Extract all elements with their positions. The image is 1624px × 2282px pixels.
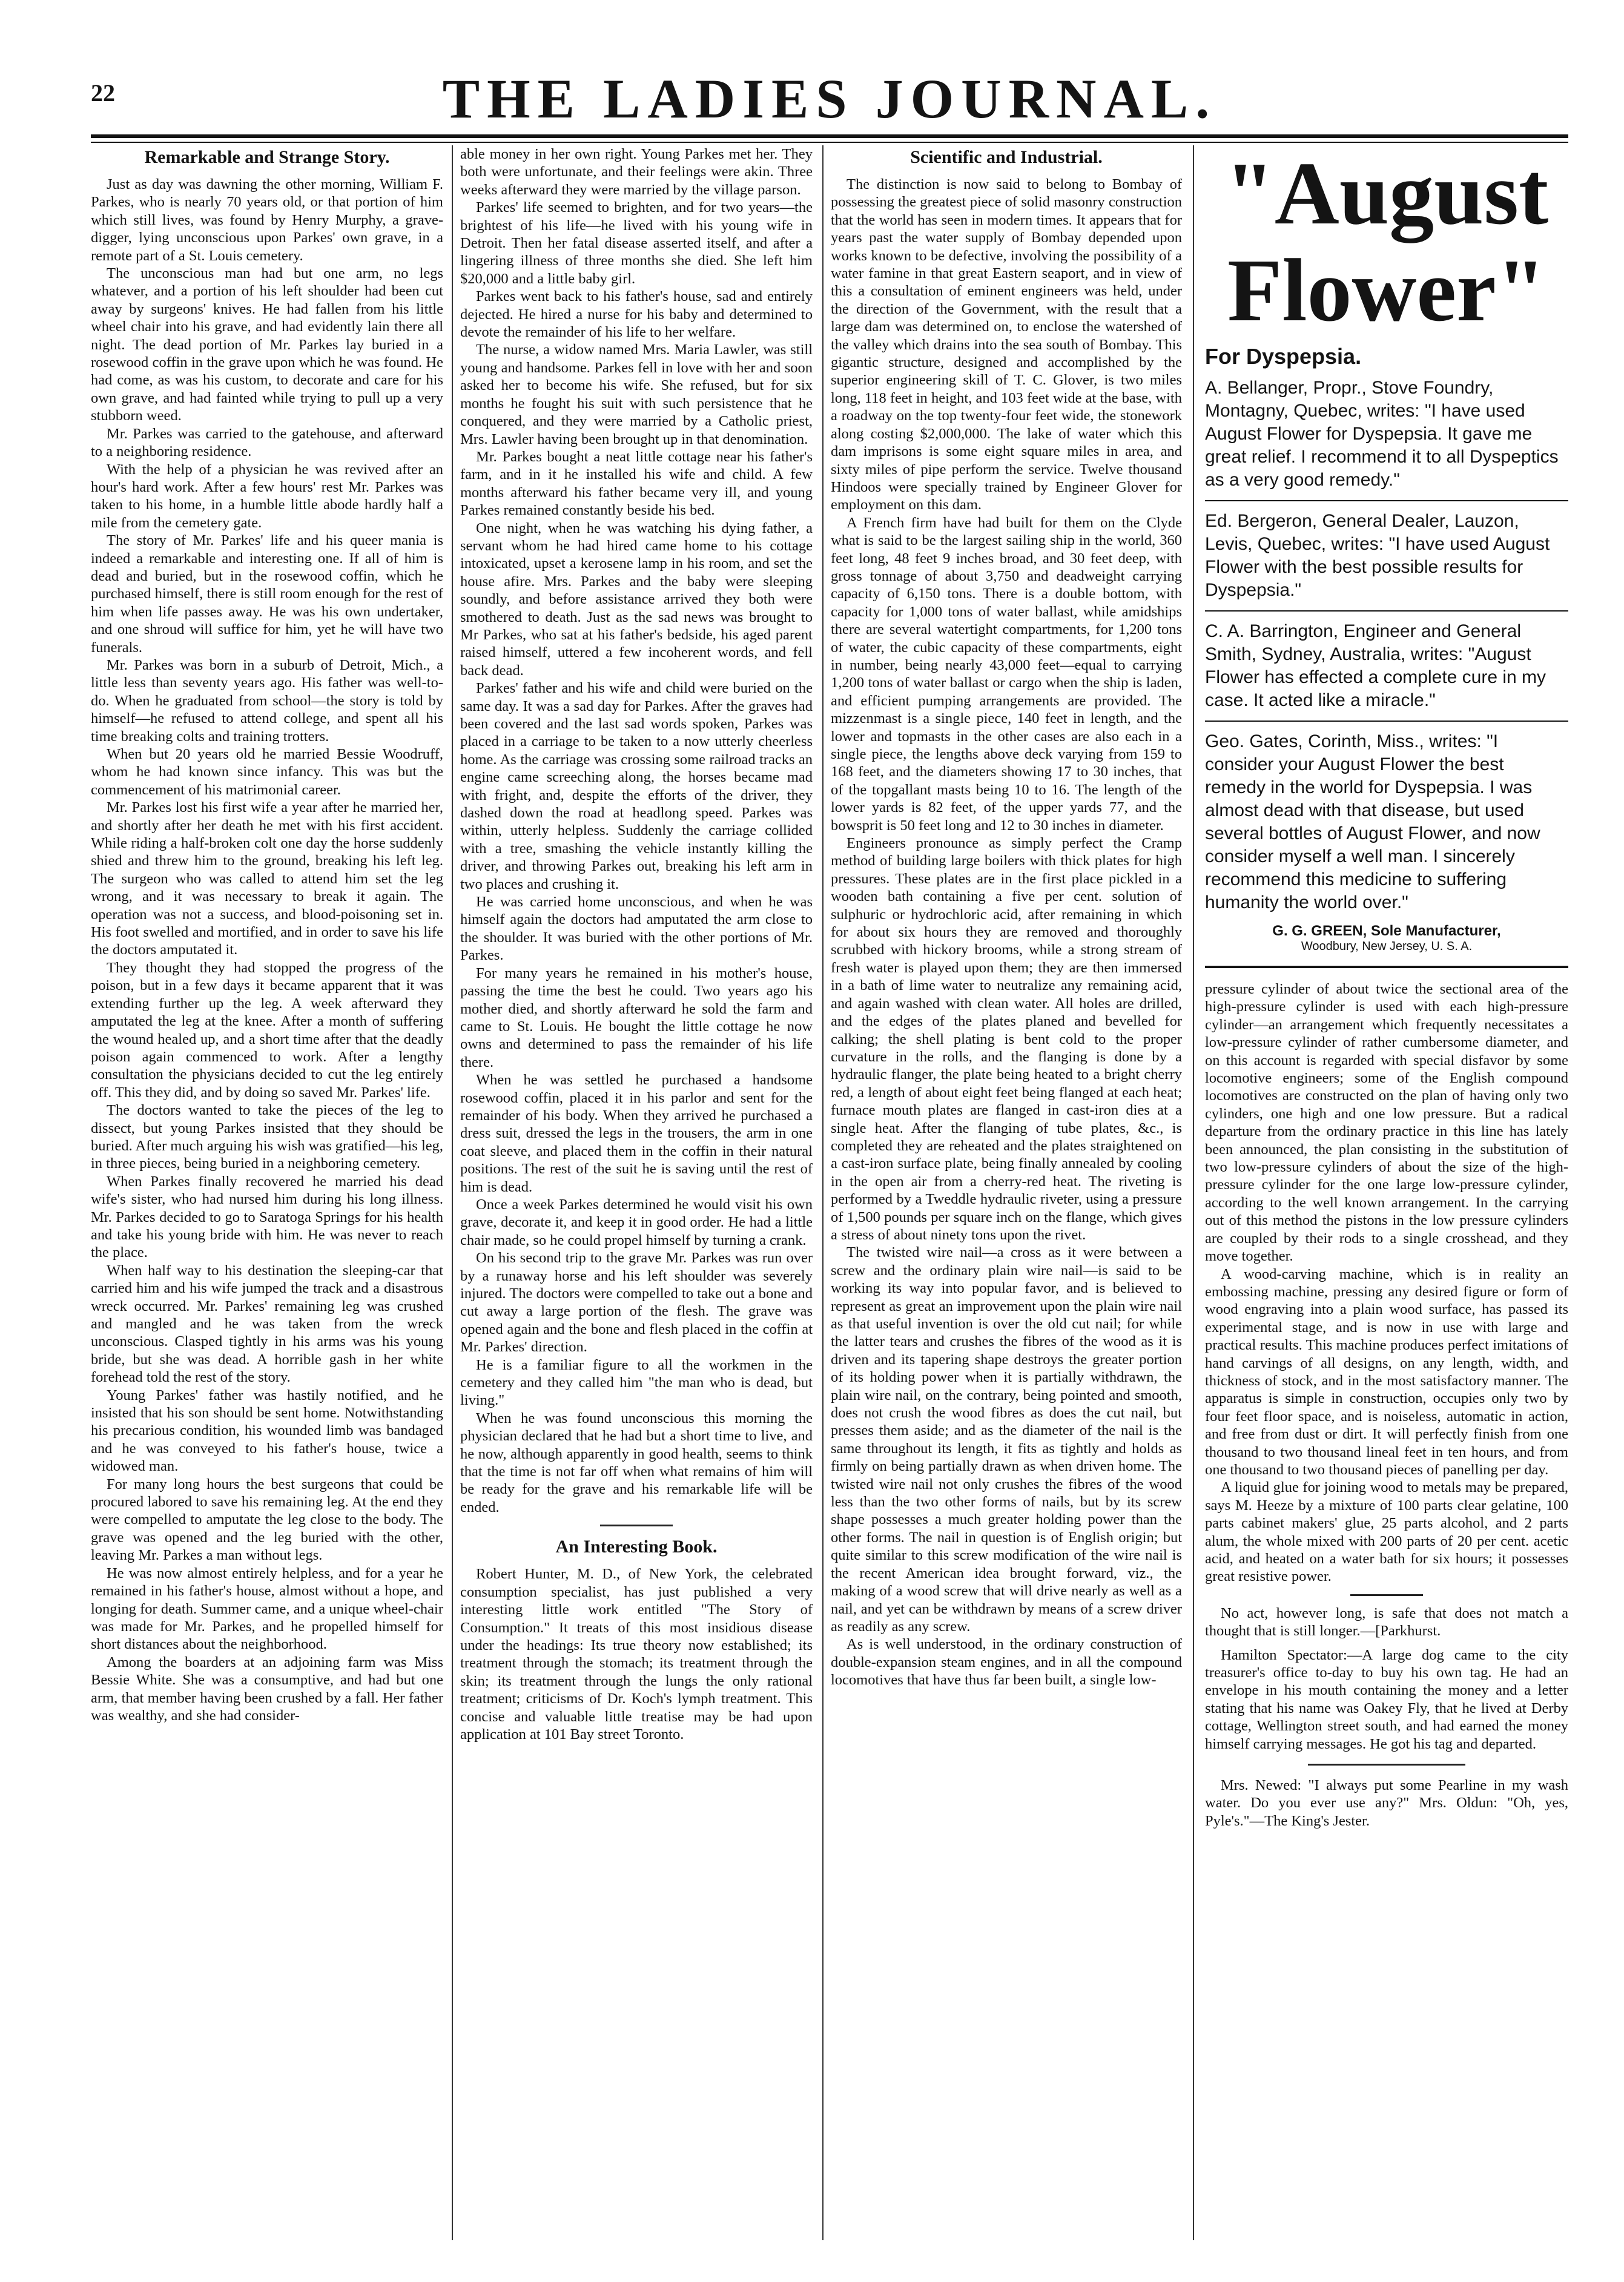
article-paragraph: The story of Mr. Parkes' life and his queer mania is indeed a remarkable and interesting one. If all of him is dead and buried, but in the rosewood coffin, which he purchased himself, there is still room enough for the rest of him when life passes away. He was his own undertaker, and one shroud will suffice for him, yet he will have two funerals. — [91, 532, 443, 656]
ad-testimonial: C. A. Barrington, Engineer and General Smith, Sydney, Australia, writes: "August Flower has effected a complete cure in my case. It acted like a miracle." — [1205, 621, 1546, 710]
masthead — [91, 65, 1568, 138]
article-paragraph: For many years he remained in his mother's house, passing the time the best he could. Two years ago his mother died, and shortly afterward he sold the farm and came to St. Louis. He bought the little cottage he now owns and determined to pass the remainder of his life there. — [460, 965, 813, 1070]
article-paragraph: pressure cylinder of about twice the sectional area of the high-pressure cylinder is used with each high-pressure cylinder—an arrangement which frequently necessitates a low-pressure cylinder of rather cumbersome diameter, and on this account is regarded with special disfavor by some locomotive engineers; some of the English compound locomotives are constructed on the plan of having only two cylinders, one high and one low pressure. But a radical departure from the ordinary practice in this line has lately been announced, the plan consisting in the substitution of two low-pressure cylinders of about the size of the high-pressure cylinder for the one large low-pressure cylinder, according to the well known arrangement. In the carrying out of this method the pistons in the low pressure cylinders are coupled by their rods to a single crosshead, and they move together. — [1205, 981, 1568, 1265]
snippet-paragraph: Mrs. Newed: "I always put some Pearline in my wash water. Do you ever use any?" Mrs. Oldun: "Oh, yes, Pyle's."—The King's Jester. — [1205, 1777, 1568, 1829]
ad-testimonial: A. Bellanger, Propr., Stove Foundry, Montagny, Quebec, writes: "I have used August Flower for Dyspepsia. It gave me great relief. I recommend it to all Dyspeptics as a very good remedy." — [1205, 378, 1559, 490]
article-paragraph: Engineers pronounce as simply perfect the Cramp method of building large boilers with thick plates for high pressures. These plates are in the first place pickled in a wooden bath containing a five per cent. solution of sulphuric or hydrochloric acid, after remaining in which for about six hours they are removed and thoroughly scrubbed with hickory brooms, while a strong stream of fresh water is played upon them; they are then immersed in a bath of lime water to neutralize any remaining acid, and again washed with clean water. All holes are drilled, and the edges of the plates planed and bevelled for calking; the shell plating is bent cold to the proper curvature in the rolls, and the flanging is done by a hydraulic flanger, the plate being heated to a bright cherry red, a length of about eight feet being flanged at each heat; furnace mouth plates are flanged in cast-iron dies at a single heat. After the flanging of tube plates, &c., is completed they are reheated and the plates straightened on a cast-iron surface plate, being finally annealed by cooling in the open air from a cherry-red heat. The riveting is performed by a Tweddle hydraulic riveter, using a pressure of 1,500 pounds per square inch on the flange, which gives a stress of about ninety tons upon the rivet. — [831, 835, 1182, 1243]
article-paragraph: Parkes' father and his wife and child were buried on the same day. It was a sad day for Parkes. After the graves had been covered and the last sad words spoken, Parkes was placed in a carriage to be taken to a now utterly cheerless home. As the carriage was crossing some railroad tracks an engine came screeching along, the horses became mad with fright, and, despite the efforts of the driver, they dashed down the road at headlong speed. Parkes was within, utterly helpless. Suddenly the carriage collided with a tree, smashing the vehicle instantly killing the driver, and throwing Parkes out, breaking his left arm in two places and crushing it. — [460, 680, 813, 892]
article-paragraph: He is a familiar figure to all the workmen in the cemetery and they called him "the man who is dead, but living." — [460, 1356, 813, 1409]
august-flower-advertisement — [1205, 145, 1568, 968]
column-4 — [1205, 145, 1568, 2240]
article-paragraph: When he was found unconscious this morning the physician declared that he had but a short time to live, and he now, although apparently in good health, seems to think that the time is not far off when what remains of him will be ready for the grave and his remarkable life will be ended. — [460, 1410, 813, 1515]
article-paragraph: With the help of a physician he was revived after an hour's hard work. After a few hours' rest Mr. Parkes was taken to his home, in a humble little abode hardly half a mile from the cemetery gate. — [91, 461, 443, 531]
article-paragraph: Mr. Parkes was carried to the gatehouse, and afterward to a neighboring residence. — [91, 425, 443, 460]
article-paragraph: A liquid glue for joining wood to metals may be prepared, says M. Heeze by a mixture of 100 parts clear gelatine, 100 parts cabinet makers' glue, 25 parts alcohol, and 2 parts alum, the whole mixed with 200 parts of 20 per cent. acetic acid, and heated on a water bath for six hours; it possesses great resistive power. — [1205, 1479, 1568, 1585]
ad-title-line: "August — [1224, 145, 1549, 243]
column-1 — [91, 145, 443, 2240]
journal-title: THE LADIES JOURNAL. — [442, 68, 1217, 130]
ad-divider — [1205, 721, 1568, 722]
article-paragraph: Among the boarders at an adjoining farm was Miss Bessie White. She was a consumptive, and had but one arm, that member having been crushed by a fall. Her father was wealthy, and she had consider- — [91, 1654, 443, 1724]
article-headline: Scientific and Industrial. — [910, 147, 1103, 167]
article-paragraph: They thought they had stopped the progress of the poison, but in a few days it became apparent that it was extending further up the leg. A week afterward they amputated the leg at the knee. After a month of suffering the wound healed up, and a short time after that the deadly poison again commenced to work. After a lengthy consultation the physicians decided to cut the leg entirely off. This they did, and by doing so saved Mr. Parkes' life. — [91, 959, 443, 1101]
article-paragraph: On his second trip to the grave Mr. Parkes was run over by a runaway horse and his left shoulder was severely injured. The doctors were compelled to take out a bone and cut away a large portion of the flesh. The grave was opened again and the bone and flesh placed in the coffin at Mr. Parkes' direction. — [460, 1250, 813, 1356]
snippet-paragraph: No act, however long, is safe that does not match a thought that is still longer.—[Parkhurst. — [1205, 1604, 1568, 1640]
article-paragraph: The distinction is now said to belong to Bombay of possessing the greatest piece of solid masonry construction that the world has seen in modern times. It appears that for years past the water supply of Bombay depended upon works known to be defective, involving the possibility of a water famine in that great Eastern seaport, and in view of this a consultation of eminent engineers was held, under the direction of the Government, with the result that a large dam was determined on, to enclose the watershed of the valley which drains into the sea south of Bombay. This gigantic structure, designed and accomplished by the superior engineering skill of T. C. Glover, is two miles long, 118 feet in height, and 103 feet wide at the base, with a roadway on the top twenty-four feet wide, the stonework along costing $2,000,000. The lake of water which this dam imprisons is some eight square miles in area, and sixty miles of pipe perform the service. Twelve thousand Hindoos were specially trained by Engineer Glover for employment on this dam. — [831, 176, 1182, 513]
article-paragraph: Mr. Parkes lost his first wife a year after he married her, and shortly after her death he met with his first accident. While riding a half-broken colt one day the horse suddenly shied and threw him to the ground, breaking his left leg. The surgeon who was called to attend him set the leg wrong, and it was necessary to break it again. The operation was not a success, and blood-poisoning set in. His foot swelled and mortified, and in order to save his life the doctors amputated it. — [91, 799, 443, 958]
article-paragraph: For many long hours the best surgeons that could be procured labored to save his remaining leg. At the end they were compelled to amputate the leg close to the body. The grave was opened and the leg buried with the other, leaving Mr. Parkes a man without legs. — [91, 1476, 443, 1564]
article-paragraph: A wood-carving machine, which is in reality an embossing machine, pressing any desired figure or form of wood engraving into a plain wood surface, has passed its experimental stage, and is now in use with large and practical results. This machine produces perfect imitations of hand carvings of all designs, on any length, width, and thickness of stock, and in the most satisfactory manner. The apparatus is simple in construction, occupies only two by four feet floor space, and is noiseless, automatic in action, and free from dust or dirt. It will perfectly finish from one thousand to two thousand lineal feet in ten hours, and from one thousand to two thousand pieces of panelling per day. — [1205, 1265, 1568, 1478]
article-paragraph: The twisted wire nail—a cross as it were between a screw and the ordinary plain wire nail—is said to be working its way into popular favor, and is believed to represent as great an improvement upon the plain wire nail as that useful invention is over the old cut nail; for while the latter tears and crushes the fibres of the wood as it is driven and its tapering shape destroys the greater portion of its holding power when it is partially withdrawn, the plain wire nail, on the contrary, being pointed and smooth, does not crush the wood fibres as does the cut nail, but presses them aside; and as the diameter of the nail is the same throughout its length, it fits as tightly and holds as firmly on being partially drawn as when driven home. The twisted wire nail not only crushes the fibres of the wood less than the two other forms of nails, but by its screw shape possesses a much greater holding power than the other forms. The nail in question is of English origin; but quite similar to this screw modification of the wire nail is the recent American idea brought forward, viz., the making of a wood screw that will drive nearly as well as a nail, and yet can be withdrawn by means of a screw driver as readily as any screw. — [831, 1244, 1182, 1635]
article-paragraph: Robert Hunter, M. D., of New York, the celebrated consumption specialist, has just published a very interesting little work entitled "The Story of Consumption." It treats of this most insidious disease under the headings: Its true theory now established; its treatment through the stomach; its treatment through the skin; its treatment through the lungs the only rational treatment; criticisms of Dr. Koch's lymph treatment. This concise and valuable little treatise may be had upon application at 101 Bay street Toronto. — [460, 1566, 813, 1743]
snippet-paragraph: Hamilton Spectator:—A large dog came to the city treasurer's office to-day to buy his own tag. He had an envelope in his mouth containing the money and a letter stating that his name was Oakey Fly, that he lived at Derby cottage, Wellington street south, and had earned the money himself carrying messages. He got his tag and departed. — [1205, 1646, 1568, 1752]
article-paragraph: able money in her own right. Young Parkes met her. They both were unfortunate, and their feelings were akin. Three weeks afterward they were married by the village parson. — [460, 146, 813, 198]
masthead-rule — [91, 134, 1568, 138]
article-paragraph: The doctors wanted to take the pieces of the leg to dissect, but young Parkes insisted that they should be buried. After much arguing his wish was gratified—his leg, in three pieces, being buried in a neighboring cemetery. — [91, 1102, 443, 1172]
article-paragraph: When Parkes finally recovered he married his dead wife's sister, who had nursed him during his long illness. Mr. Parkes decided to go to Saratoga Springs for his health and take his young bride with him. He was never to reach the place. — [91, 1173, 443, 1261]
ad-manufacturer-address: Woodbury, New Jersey, U. S. A. — [1301, 940, 1473, 953]
masthead-rule-thin — [91, 142, 1568, 143]
column-divider — [452, 145, 453, 2240]
article-paragraph: As is well understood, in the ordinary construction of double-expansion steam engines, and in all the compound locomotives that have thus far been built, a single low- — [831, 1636, 1182, 1689]
ad-testimonial: Geo. Gates, Corinth, Miss., writes: "I consider your August Flower the best remedy in the world for Dyspepsia. I was almost dead with that disease, but used several bottles of August Flower, and now consider myself a well man. I sincerely recommend this medicine to suffering humanity the world over." — [1205, 731, 1540, 912]
article-paragraph: Young Parkes' father was hastily notified, and he insisted that his son should be sent home. Notwithstanding his precarious condition, his wounded limb was bandaged and he was conveyed to his father's house, twice a widowed man. — [91, 1387, 443, 1475]
article-paragraph: Once a week Parkes determined he would visit his own grave, decorate it, and keep it in good order. He had a little chair made, so he could propel himself by turning a crank. — [460, 1196, 813, 1248]
article-paragraph: Mr. Parkes was born in a suburb of Detroit, Mich., a little less than seventy years ago. His father was well-to-do. When he graduated from school—the story is told by himself—he refused to attend college, and spent all his time breaking colts and training trotters. — [91, 656, 443, 745]
article-paragraph: One night, when he was watching his dying father, a servant whom he had hired came home to his cottage intoxicated, upset a kerosene lamp in his room, and set the house afire. Mrs. Parkes and the baby were sleeping soundly, and before assistance arrived they both were smothered to death. Just as the sad news was brought to Mr Parkes, who sat at his father's bedside, his aged parent raised himself, uttered a few incoherent words, and fell back dead. — [460, 519, 813, 679]
article-paragraph: A French firm have had built for them on the Clyde what is said to be the largest sailing ship in the world, 360 feet long, 48 feet 9 inches broad, and 30 feet deep, with gross tonnage of about 3,750 and deadweight carrying capacity of 6,150 tons. There is a double bottom, with capacity for 1,000 tons of water ballast, while amidships there are several watertight compartments, for 1,200 tons of water, the cubic capacity of these compartments, eight in number, being nearly 43,000 feet—equal to carrying 1,200 tons of water ballast or cargo when the ship is laden, and efficient pumping arrangements are provided. The mizzenmast is a single piece, 140 feet in length, and the lower and topmasts in the other cases are also each in a single piece, the lengths above deck varying from 159 to 168 feet, and the diameters showing 17 to 30 inches, that of the topgallant masts being 10 to 16. The length of the lower yards is 82 feet, of the upper yards 77, and the bowsprit is 50 feet long and 12 to 30 inches in diameter. — [831, 514, 1182, 834]
article-paragraph: The unconscious man had but one arm, no legs whatever, and a portion of his left shoulder had been cut away by surgeons' knives. He had fallen from his little wheel chair into his grave, and had evidently lain there all night. The dead portion of Mr. Parkes lay buried in a rosewood coffin in the grave upon which he was found. He had come, as was his custom, to decorate and care for his own grave, and had fainted while trying to pull up a very stubborn weed. — [91, 265, 443, 424]
article-paragraph: He was now almost entirely helpless, and for a year he remained in his father's house, almost without a hope, and longing for death. Summer came, and a unique wheel-chair was made for Mr. Parkes, and he propelled himself for short distances about the neighborhood. — [91, 1565, 443, 1653]
ad-divider — [1205, 610, 1568, 612]
article-paragraph: Parkes' life seemed to brighten, and for two years—the brightest of his life—he lived with his young wife in Detroit. Then her fatal disease asserted itself, and after a lingering illness of three months she died. She left him $20,000 and a little baby girl. — [460, 199, 813, 287]
article-paragraph: When he was settled he purchased a handsome rosewood coffin, placed it in his parlor and sent for the remainder of his body. When they arrived he purchased a dress suit, dressed the legs in the trousers, the arm in one coat sleeve, and placed them in the coffin in their natural positions. The rest of the suit he is saving until the rest of him is dead. — [460, 1072, 813, 1195]
column-2 — [460, 145, 813, 2240]
article-paragraph: When but 20 years old he married Bessie Woodruff, whom he had known since infancy. This was but the commencement of his matrimonial career. — [91, 746, 443, 798]
ad-manufacturer: G. G. GREEN, Sole Manufacturer, — [1272, 923, 1501, 939]
article-paragraph: Just as day was dawning the other morning, William F. Parkes, who is nearly 70 years old, or that portion of him which still lives, was found by Henry Murphy, a grave-digger, lying unconscious upon Parkes' own grave, in a remote part of a St. Louis cemetery. — [91, 176, 443, 264]
article-paragraph: Parkes went back to his father's house, sad and entirely dejected. He hired a nurse for his baby and determined to devote the remainder of his life to her welfare. — [460, 288, 813, 341]
article-paragraph: The nurse, a widow named Mrs. Maria Lawler, was still young and handsome. Parkes fell in love with her and soon asked her to become his wife. She refused, but for six months he fought his suit with such persistence that he conquered, and they were married by a Catholic priest, Mrs. Lawler having been brought up in that denomination. — [460, 341, 813, 447]
column-3 — [831, 145, 1182, 2240]
column-divider — [1193, 145, 1194, 2240]
article-headline: An Interesting Book. — [555, 1537, 718, 1557]
ad-testimonial: Ed. Bergeron, General Dealer, Lauzon, Levis, Quebec, writes: "I have used August Flower with the best possible results for Dyspepsia." — [1205, 511, 1550, 600]
section-separator — [1350, 1594, 1423, 1596]
ad-subtitle: For Dyspepsia. — [1205, 344, 1362, 369]
article-paragraph: He was carried home unconscious, and when he was himself again the doctors had amputated the arm close to the shoulder. It was buried with the other portions of Mr. Parkes. — [460, 894, 813, 964]
ad-title-line: Flower" — [1227, 241, 1546, 340]
article-paragraph: Mr. Parkes bought a neat little cottage near his father's farm, and in it he installed his wife and child. A few months afterward his father became very ill, and young Parkes remained constantly beside his bed. — [460, 448, 813, 519]
section-separator — [600, 1525, 673, 1526]
ad-divider — [1205, 500, 1568, 501]
section-separator — [1308, 1764, 1465, 1766]
column-divider — [822, 145, 824, 2240]
article-headline: Remarkable and Strange Story. — [144, 147, 390, 167]
page-number: 22 — [91, 79, 115, 107]
article-paragraph: When half way to his destination the sleeping-car that carried him and his wife jumped the track and a disastrous wreck occurred. Mr. Parkes' remaining leg was crushed and mangled and he was taken from the wreck unconscious. Clasped tightly in his arms was his young bride, but she was dead. A horrible gash in her white forehead told the rest of the story. — [91, 1262, 443, 1386]
